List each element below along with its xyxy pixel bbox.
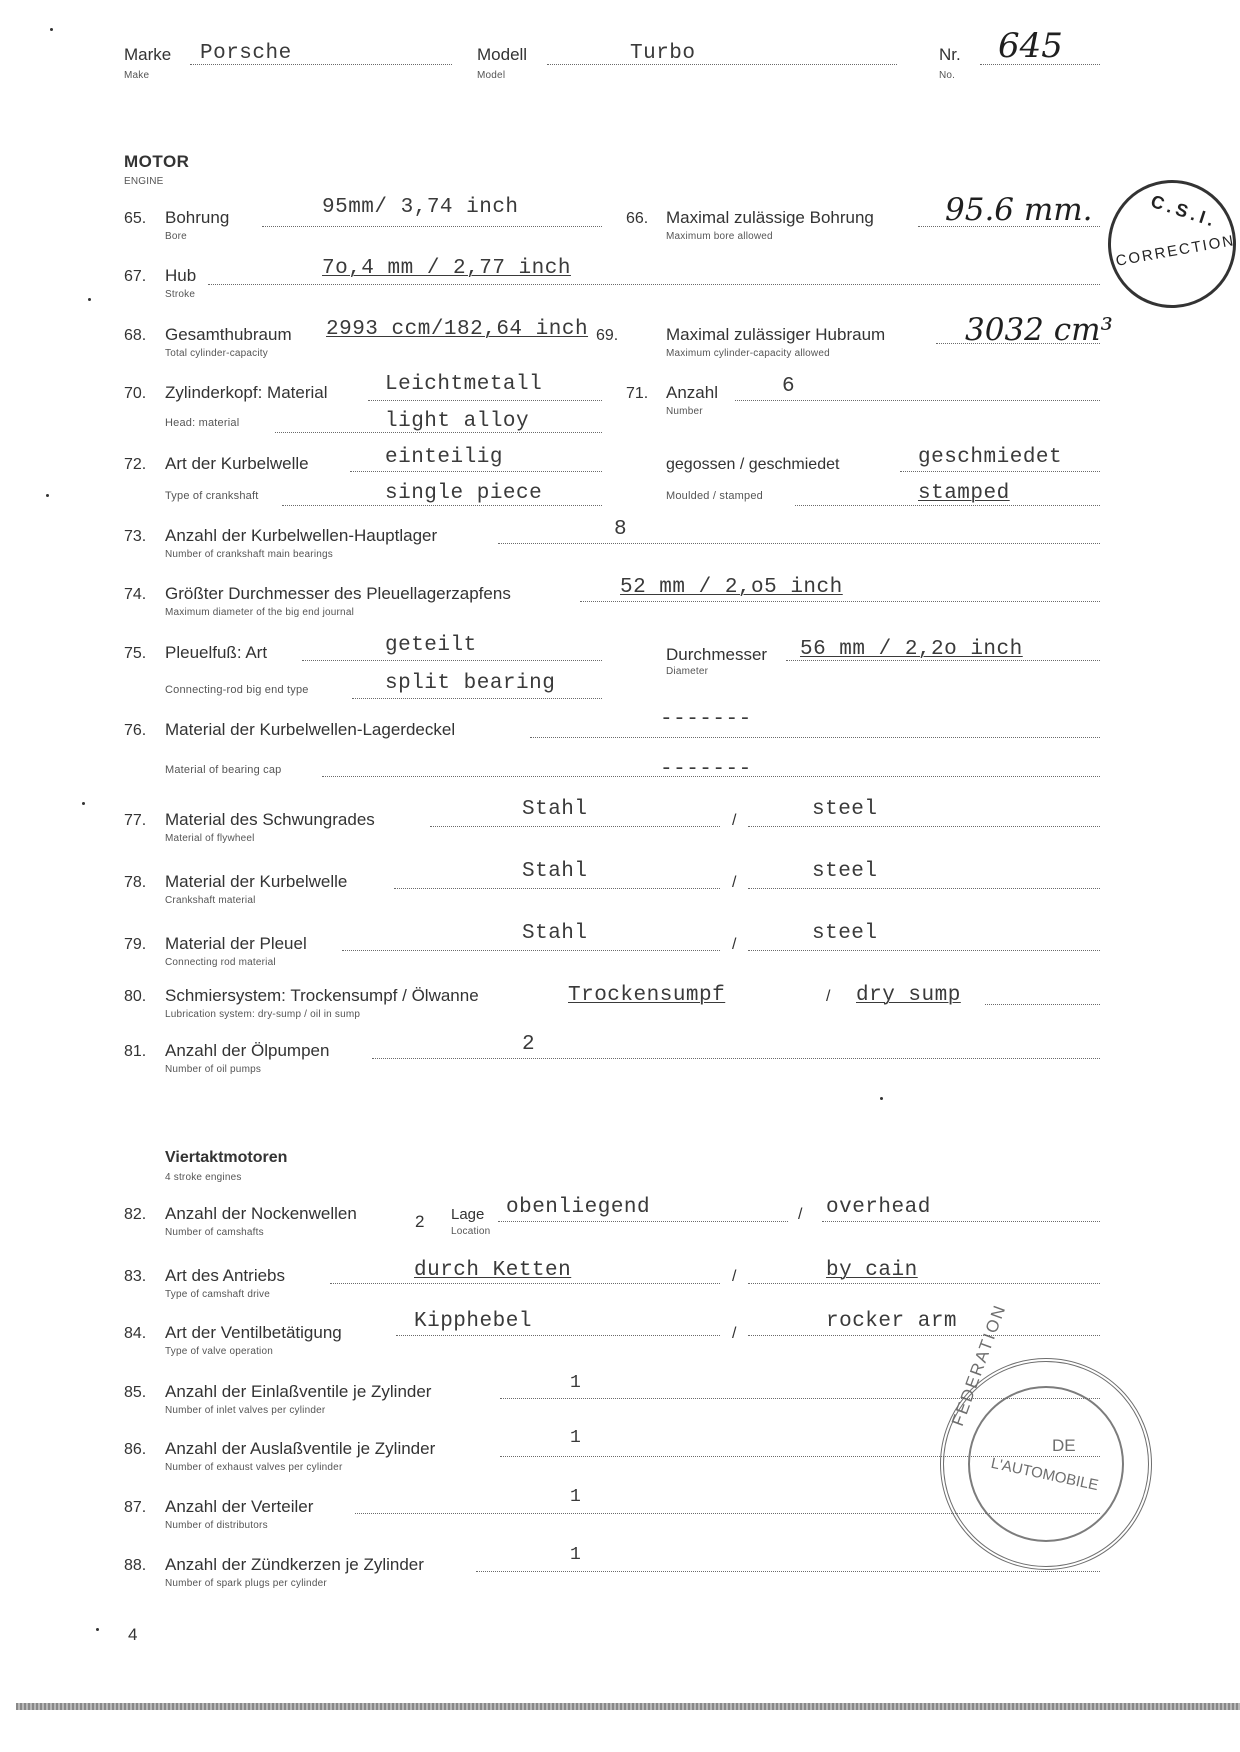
item-75-number: 75.	[124, 645, 147, 662]
item-76-number: 76.	[124, 722, 147, 739]
item-77-slash: /	[732, 812, 737, 829]
marke-sub: Make	[124, 70, 150, 81]
item-72-value2-en-dots	[795, 505, 1100, 506]
item-78-slash: /	[732, 874, 737, 891]
item-82-value2-dots	[498, 1221, 788, 1222]
item-72-value-en: single piece	[385, 482, 543, 505]
item-73-number: 73.	[124, 528, 147, 545]
item-69-number: 69.	[596, 327, 619, 344]
item-71-number: 71.	[626, 385, 649, 402]
item-84-slash: /	[732, 1325, 737, 1342]
item-69-dots	[936, 343, 1100, 344]
item-72-label: Art der Kurbelwelle	[165, 454, 309, 473]
item-66-label: Maximal zulässige Bohrung	[666, 208, 874, 227]
item-88-value: 1	[570, 1545, 582, 1565]
item-71-label: Anzahl	[666, 383, 718, 402]
item-76-sub: Material of bearing cap	[165, 764, 282, 776]
item-67-value: 7o,4 mm / 2,77 inch	[322, 257, 571, 280]
item-73-sub: Number of crankshaft main bearings	[165, 549, 333, 560]
item-68-value: 2993 ccm/182,64 inch	[326, 318, 589, 341]
item-75-sub2: Diameter	[666, 666, 709, 677]
item-70-en-dots	[275, 432, 602, 433]
item-67-sub: Stroke	[165, 289, 196, 300]
item-81-number: 81.	[124, 1043, 147, 1060]
item-82-value: 2	[415, 1212, 425, 1231]
item-77-sub: Material of flywheel	[165, 833, 255, 844]
marke-label: Marke	[124, 45, 172, 64]
four-stroke-subtitle: 4 stroke engines	[165, 1172, 242, 1183]
item-79-value: Stahl	[522, 922, 588, 945]
item-80-label: Schmiersystem: Trockensumpf / Ölwanne	[165, 986, 479, 1005]
item-88-number: 88.	[124, 1557, 147, 1574]
scan-speck	[82, 802, 85, 805]
item-66-value: 95.6 mm.	[945, 192, 1093, 228]
item-79-en-dots	[748, 950, 1100, 951]
item-73-dots	[498, 543, 1100, 544]
item-68-label: Gesamthubraum	[165, 325, 292, 344]
modell-label: Modell	[477, 45, 528, 64]
nr-sub: No.	[939, 70, 956, 81]
fia-stamp-mid-text: DE	[1052, 1436, 1076, 1455]
nr-value: 645	[998, 26, 1063, 66]
item-77-number: 77.	[124, 812, 147, 829]
item-87-sub: Number of distributors	[165, 1520, 268, 1531]
section-subtitle: ENGINE	[124, 176, 164, 187]
item-84-value: Kipphebel	[414, 1310, 532, 1333]
item-83-dots	[330, 1283, 720, 1284]
item-82-sub2: Location	[451, 1226, 491, 1237]
item-79-value-en: steel	[812, 922, 878, 945]
item-70-number: 70.	[124, 385, 147, 402]
item-82-label2: Lage	[451, 1206, 485, 1223]
item-72-label2: gegossen / geschmiedet	[666, 456, 840, 473]
item-86-label: Anzahl der Auslaßventile je Zylinder	[165, 1439, 436, 1458]
item-80-slash: /	[826, 988, 831, 1005]
item-82-sub: Number of camshafts	[165, 1227, 264, 1238]
item-83-slash: /	[732, 1268, 737, 1285]
item-73-label: Anzahl der Kurbelwellen-Hauptlager	[165, 526, 438, 545]
item-72-en-dots	[282, 505, 602, 506]
item-79-slash: /	[732, 936, 737, 953]
item-76-value: -------	[660, 708, 752, 731]
item-75-value-en: split bearing	[385, 672, 556, 695]
item-84-number: 84.	[124, 1325, 147, 1342]
item-78-en-dots	[748, 888, 1100, 889]
item-83-en-dots	[748, 1283, 1100, 1284]
item-72-value2-dots	[900, 471, 1100, 472]
csi-stamp-bottom-text: CORRECTION	[1114, 232, 1237, 270]
nr-dots	[980, 64, 1100, 65]
item-79-dots	[342, 950, 720, 951]
nr-label: Nr.	[939, 45, 961, 64]
item-76-dots	[530, 737, 1100, 738]
item-74-number: 74.	[124, 586, 147, 603]
item-66-number: 66.	[626, 210, 649, 227]
item-77-value: Stahl	[522, 798, 588, 821]
four-stroke-title: Viertaktmotoren	[165, 1149, 288, 1166]
item-82-slash: /	[798, 1206, 803, 1223]
csi-stamp-top-text: C.S.I.	[1148, 191, 1221, 232]
item-84-sub: Type of valve operation	[165, 1346, 273, 1357]
fia-stamp-low-text: L'AUTOMOBILE	[989, 1454, 1100, 1495]
item-71-sub: Number	[666, 406, 703, 417]
item-80-sub: Lubrication system: dry-sump / oil in sump	[165, 1009, 361, 1020]
item-76-value-en: -------	[660, 758, 752, 781]
modell-dots	[547, 64, 897, 65]
item-87-label: Anzahl der Verteiler	[165, 1497, 314, 1516]
item-83-sub: Type of camshaft drive	[165, 1289, 271, 1300]
item-67-dots	[208, 284, 1100, 285]
item-70-value: Leichtmetall	[385, 373, 543, 396]
modell-sub: Model	[477, 70, 506, 81]
item-79-sub: Connecting rod material	[165, 957, 276, 968]
item-67-number: 67.	[124, 268, 147, 285]
item-81-dots	[372, 1058, 1100, 1059]
item-85-label: Anzahl der Einlaßventile je Zylinder	[165, 1382, 432, 1401]
modell-value: Turbo	[630, 42, 696, 65]
item-78-value-en: steel	[812, 860, 878, 883]
item-84-label: Art der Ventilbetätigung	[165, 1323, 342, 1342]
item-86-sub: Number of exhaust valves per cylinder	[165, 1462, 343, 1473]
item-86-value: 1	[570, 1428, 582, 1448]
item-78-sub: Crankshaft material	[165, 895, 256, 906]
item-72-sub: Type of crankshaft	[165, 490, 259, 502]
item-72-value2-en: stamped	[918, 482, 1010, 505]
item-65-dots	[262, 226, 602, 227]
item-72-sub2: Moulded / stamped	[666, 490, 763, 502]
item-74-dots	[580, 601, 1100, 602]
item-65-label: Bohrung	[165, 208, 230, 227]
item-74-value: 52 mm / 2,o5 inch	[620, 576, 843, 599]
item-75-value2: 56 mm / 2,2o inch	[800, 638, 1023, 661]
item-69-value: 3032 cm³	[965, 312, 1113, 348]
item-87-number: 87.	[124, 1499, 147, 1516]
scan-speck	[50, 28, 53, 31]
item-85-sub: Number of inlet valves per cylinder	[165, 1405, 326, 1416]
item-70-label: Zylinderkopf: Material	[165, 383, 328, 402]
item-80-value-en: dry sump	[856, 984, 961, 1007]
item-88-sub: Number of spark plugs per cylinder	[165, 1578, 327, 1589]
item-77-value-en: steel	[812, 798, 878, 821]
item-78-label: Material der Kurbelwelle	[165, 872, 348, 891]
item-82-value2-en: overhead	[826, 1196, 931, 1219]
item-65-value: 95mm/ 3,74 inch	[322, 196, 519, 219]
item-85-value: 1	[570, 1373, 582, 1393]
item-77-dots	[430, 826, 720, 827]
item-66-sub: Maximum bore allowed	[666, 231, 773, 242]
marke-dots	[190, 64, 452, 65]
item-82-value2-en-dots	[822, 1221, 1100, 1222]
item-75-value: geteilt	[385, 634, 477, 657]
item-82-label: Anzahl der Nockenwellen	[165, 1204, 357, 1223]
item-69-sub: Maximum cylinder-capacity allowed	[666, 348, 830, 359]
item-68-sub: Total cylinder-capacity	[165, 348, 268, 359]
item-70-sub: Head: material	[165, 417, 240, 429]
item-65-number: 65.	[124, 210, 147, 227]
item-66-dots	[918, 226, 1100, 227]
item-75-dots	[302, 660, 602, 661]
item-76-label: Material der Kurbelwellen-Lagerdeckel	[165, 720, 456, 739]
item-73-value: 8	[614, 518, 628, 541]
fia-stamp-top-text: FEDERATION	[948, 1301, 1010, 1429]
item-77-en-dots	[748, 826, 1100, 827]
item-75-sub: Connecting-rod big end type	[165, 684, 309, 696]
item-88-dots	[476, 1571, 1100, 1572]
item-76-en-dots	[322, 776, 1100, 777]
section-title: MOTOR	[124, 152, 190, 171]
item-72-value2: geschmiedet	[918, 446, 1063, 469]
item-83-value-en: by cain	[826, 1259, 918, 1282]
item-85-number: 85.	[124, 1384, 147, 1401]
item-75-label2: Durchmesser	[666, 645, 768, 664]
csi-correction-stamp	[1091, 163, 1240, 324]
scan-speck	[880, 1097, 883, 1100]
item-86-number: 86.	[124, 1441, 147, 1458]
item-80-number: 80.	[124, 988, 147, 1005]
item-80-value: Trockensumpf	[568, 984, 726, 1007]
item-74-label: Größter Durchmesser des Pleuellagerzapfens	[165, 584, 511, 603]
item-83-label: Art des Antriebs	[165, 1266, 286, 1285]
item-70-dots	[368, 400, 602, 401]
page-number: 4	[128, 1625, 138, 1644]
item-71-dots	[735, 400, 1100, 401]
item-78-number: 78.	[124, 874, 147, 891]
item-65-sub: Bore	[165, 231, 187, 242]
item-83-value: durch Ketten	[414, 1259, 572, 1282]
marke-value: Porsche	[200, 42, 292, 65]
item-81-value: 2	[522, 1033, 536, 1056]
fia-round-stamp	[940, 1301, 1152, 1570]
item-78-dots	[394, 888, 720, 889]
item-72-number: 72.	[124, 456, 147, 473]
item-77-label: Material des Schwungrades	[165, 810, 375, 829]
item-79-number: 79.	[124, 936, 147, 953]
item-87-value: 1	[570, 1487, 582, 1507]
item-84-value-en: rocker arm	[826, 1310, 958, 1333]
scan-speck	[96, 1628, 99, 1631]
item-70-value-en: light alloy	[385, 410, 530, 433]
item-84-en-dots	[748, 1335, 1100, 1336]
item-67-label: Hub	[165, 266, 197, 285]
item-68-number: 68.	[124, 327, 147, 344]
item-78-value: Stahl	[522, 860, 588, 883]
item-81-label: Anzahl der Ölpumpen	[165, 1041, 330, 1060]
item-83-number: 83.	[124, 1268, 147, 1285]
item-84-dots	[396, 1335, 720, 1336]
scan-speck	[88, 298, 91, 301]
item-72-dots	[350, 471, 602, 472]
scan-speck	[46, 494, 49, 497]
item-72-value: einteilig	[385, 446, 503, 469]
item-75-en-dots	[352, 698, 602, 699]
item-82-value2: obenliegend	[506, 1196, 651, 1219]
scan-edge-bar	[16, 1703, 1240, 1710]
item-71-value: 6	[782, 375, 796, 398]
item-69-label: Maximal zulässiger Hubraum	[666, 325, 886, 344]
item-81-sub: Number of oil pumps	[165, 1064, 262, 1075]
item-88-label: Anzahl der Zündkerzen je Zylinder	[165, 1555, 424, 1574]
item-80-dots	[985, 1004, 1100, 1005]
item-75-label: Pleuelfuß: Art	[165, 643, 268, 662]
item-82-number: 82.	[124, 1206, 147, 1223]
item-74-sub: Maximum diameter of the big end journal	[165, 607, 355, 618]
item-75-value2-dots	[786, 660, 1100, 661]
item-79-label: Material der Pleuel	[165, 934, 307, 953]
